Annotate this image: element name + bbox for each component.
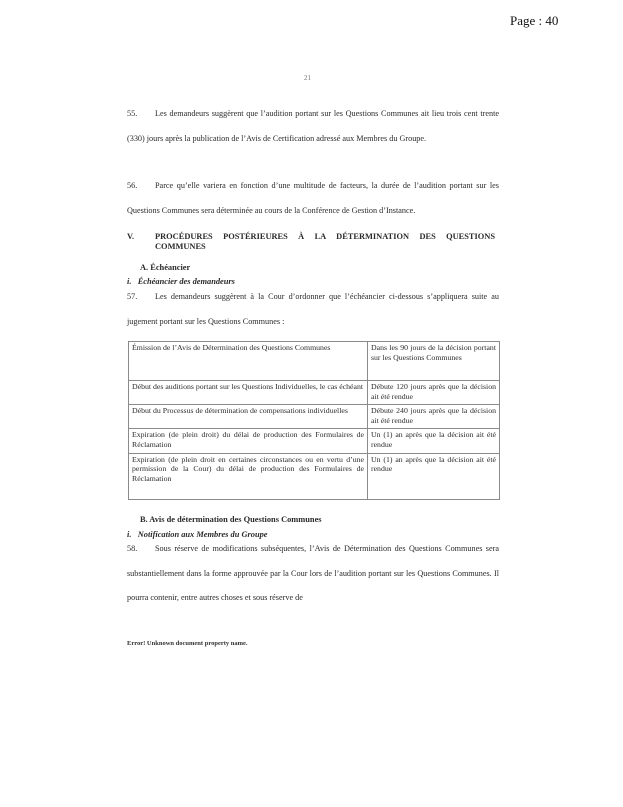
- subsection-a-heading: A. Échéancier: [140, 263, 191, 272]
- table-cell-event: Expiration (de plein droit en certaines circonstances ou en vertu d’une permission de la Cour) du délai de production des Formulaires de Réclamation: [129, 453, 368, 499]
- table-cell-event: Début du Processus de détermination de compensations individuelles: [129, 405, 368, 429]
- section-title: PROCÉDURES POSTÉRIEURES À LA DÉTERMINATION DES QUESTIONS COMMUNES: [155, 232, 495, 251]
- table-row: [129, 342, 500, 381]
- section-heading-v: [127, 232, 499, 252]
- table-cell-timing: Un (1) an après que la décision ait été rendue: [368, 429, 500, 453]
- table-cell-event: Expiration (de plein droit) du délai de production des Formulaires de Réclamation: [129, 429, 368, 453]
- page-number: 21: [304, 74, 311, 82]
- page-label: Page : 40: [510, 13, 559, 28]
- subsection-b-i-heading: i. Notification aux Membres du Groupe: [127, 530, 268, 539]
- paragraph-text: Les demandeurs suggèrent à la Cour d’ordonner que l’échéancier ci-dessous s’appliquera suite au jugement portant sur les Questions Communes :: [127, 292, 499, 326]
- paragraph-text: Les demandeurs suggèrent que l’audition portant sur les Questions Communes ait lieu trois cent trente (330) jours après la publication de l’Avis de Certification adressé aux Membres du Groupe.: [127, 109, 499, 143]
- paragraph-text: Sous réserve de modifications subséquentes, l’Avis de Détermination des Questions Communes sera substantiellement dans la forme approuvée par la Cour lors de l’audition portant sur les Questions Communes. Il pourra contenir, entre autres choses et sous réserve de: [127, 544, 499, 602]
- table-cell-event: Émission de l’Avis de Détermination des Questions Communes: [129, 342, 368, 381]
- table-cell-timing: Un (1) an après que la décision ait été rendue: [368, 453, 500, 499]
- paragraph-57: [127, 285, 499, 334]
- schedule-table: [128, 341, 500, 500]
- paragraph-58: [127, 537, 499, 611]
- paragraph-number: 56.: [127, 181, 138, 190]
- table-row: [129, 453, 500, 499]
- section-number: V.: [127, 232, 135, 241]
- paragraph-56: [127, 174, 499, 223]
- subsection-b-heading: B. Avis de détermination des Questions Communes: [140, 515, 322, 524]
- table-cell-event: Début des auditions portant sur les Questions Individuelles, le cas échéant: [129, 381, 368, 405]
- table-row: [129, 405, 500, 429]
- table-row: [129, 381, 500, 405]
- table-cell-timing: Débute 120 jours après que la décision ait été rendue: [368, 381, 500, 405]
- paragraph-text: Parce qu’elle variera en fonction d’une multitude de facteurs, la durée de l’audition portant sur les Questions Communes sera déterminée au cours de la Conférence de Gestion d’Instance.: [127, 181, 499, 215]
- table-cell-timing: Débute 240 jours après que la décision ait été rendue: [368, 405, 500, 429]
- paragraph-55: [127, 102, 499, 151]
- paragraph-number: 57.: [127, 292, 138, 301]
- table-cell-timing: Dans les 90 jours de la décision portant sur les Questions Communes: [368, 342, 500, 381]
- footer-error-text: Error! Unknown document property name.: [127, 640, 248, 647]
- paragraph-number: 58.: [127, 544, 138, 553]
- table-row: [129, 429, 500, 453]
- paragraph-number: 55.: [127, 109, 138, 118]
- subsection-a-i-heading: i. Échéancier des demandeurs: [127, 277, 235, 286]
